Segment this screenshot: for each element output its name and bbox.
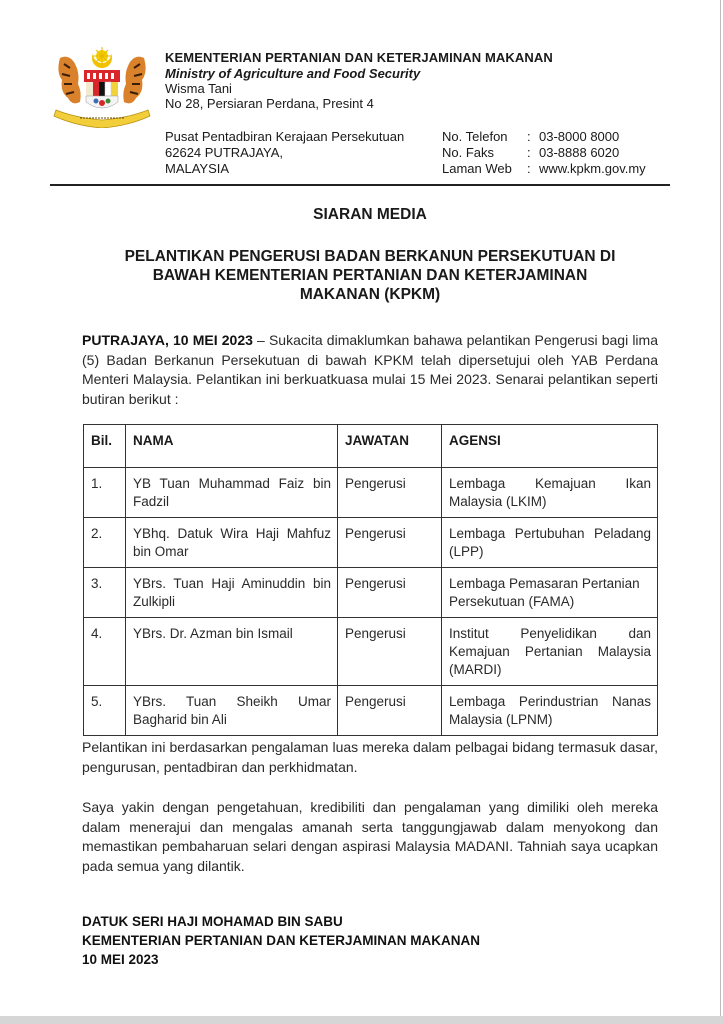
cell-jawatan: Pengerusi [338, 568, 442, 618]
document-headline [80, 247, 660, 304]
malaysia-coat-of-arms-icon [50, 46, 154, 128]
address-line: 62624 PUTRAJAYA, [165, 145, 284, 160]
signature-block [82, 912, 480, 969]
header-jawatan: JAWATAN [338, 425, 442, 468]
address-line: MALAYSIA [165, 161, 230, 176]
ministry-name-en: Ministry of Agriculture and Food Security [165, 66, 421, 81]
table-row [84, 686, 658, 736]
table-row [84, 568, 658, 618]
address-line: No 28, Persiaran Perdana, Presint 4 [165, 96, 374, 111]
cell-jawatan: Pengerusi [338, 618, 442, 686]
cell-nama: YBrs. Dr. Azman bin Ismail [126, 618, 338, 686]
cell-nama: YBhq. Datuk Wira Haji Mahfuz bin Omar [126, 518, 338, 568]
headline-line: MAKANAN (KPKM) [299, 286, 441, 303]
cell-bil: 2. [84, 518, 126, 568]
contact-separator: : [527, 129, 531, 144]
table-row [84, 468, 658, 518]
cell-bil: 3. [84, 568, 126, 618]
contact-label: No. Telefon [442, 129, 508, 144]
cell-jawatan: Pengerusi [338, 518, 442, 568]
cell-bil: 4. [84, 618, 126, 686]
cell-nama: YB Tuan Muhammad Faiz bin Fadzil [126, 468, 338, 518]
contact-value: 03-8000 8000 [539, 129, 620, 144]
cell-agensi: Lembaga Pertubuhan Peladang (LPP) [442, 518, 658, 568]
table-header-row [84, 425, 658, 468]
signatory-ministry: KEMENTERIAN PERTANIAN DAN KETERJAMINAN MAKANAN [82, 933, 480, 948]
intro-text: – Sukacita dimaklumkan bahawa pelantikan Pengerusi bagi lima (5) Badan Berkanun Persekutuan di bawah KPKM telah dipersetujui oleh YAB Perdana Menteri Malaysia. Pelantikan ini berkuatkuasa mulai 15 Mei 2023. Senarai pelantikan seperti butiran berikut : [82, 332, 658, 407]
cell-nama: YBrs. Tuan Haji Aminuddin bin Zulkipli [126, 568, 338, 618]
header-bil: Bil. [84, 425, 126, 468]
cell-bil: 5. [84, 686, 126, 736]
table-row [84, 518, 658, 568]
contact-separator: : [527, 145, 531, 160]
headline-line: BAWAH KEMENTERIAN PERTANIAN DAN KETERJAMINAN [152, 267, 588, 284]
intro-paragraph [82, 331, 658, 409]
address-line: Wisma Tani [165, 81, 232, 96]
contact-separator: : [527, 161, 531, 176]
appointments-table [83, 424, 658, 736]
document-type-title: SIARAN MEDIA [313, 206, 427, 223]
table-row [84, 618, 658, 686]
contact-label: No. Faks [442, 145, 495, 160]
contact-value: 03-8888 6020 [539, 145, 620, 160]
experience-paragraph: Pelantikan ini berdasarkan pengalaman luas mereka dalam pelbagai bidang termasuk dasar, pengurusan, pentadbiran dan perkhidmatan. [82, 739, 658, 775]
congratulations-paragraph: Saya yakin dengan pengetahuan, kredibiliti dan pengalaman yang dimiliki oleh mereka dalam menerajui dan mengalas amanah serta tanggungjawab dalam menyokong dan memastikan pembaharuan selari dengan aspirasi Malaysia MADANI. Tahniah saya ucapkan pada semua yang dilantik. [82, 799, 658, 874]
page-border-bottom [0, 1016, 723, 1024]
address-line: Pusat Pentadbiran Kerajaan Persekutuan [165, 129, 405, 144]
cell-agensi: Lembaga Perindustrian Nanas Malaysia (LPNM) [442, 686, 658, 736]
cell-agensi: Lembaga Kemajuan Ikan Malaysia (LKIM) [442, 468, 658, 518]
contact-label: Laman Web [442, 161, 512, 176]
cell-agensi: Institut Penyelidikan dan Kemajuan Pertanian Malaysia (MARDI) [442, 618, 658, 686]
header-nama: NAMA [126, 425, 338, 468]
cell-jawatan: Pengerusi [338, 686, 442, 736]
cell-agensi: Lembaga Pemasaran Pertanian Persekutuan (FAMA) [442, 568, 658, 618]
letterhead-divider [50, 184, 670, 186]
cell-jawatan: Pengerusi [338, 468, 442, 518]
headline-line: PELANTIKAN PENGERUSI BADAN BERKANUN PERSEKUTUAN DI [124, 248, 616, 265]
cell-nama: YBrs. Tuan Sheikh Umar Bagharid bin Ali [126, 686, 338, 736]
ministry-name-ms: KEMENTERIAN PERTANIAN DAN KETERJAMINAN MAKANAN [165, 50, 553, 65]
header-agensi: AGENSI [442, 425, 658, 468]
cell-bil: 1. [84, 468, 126, 518]
signature-date: 10 MEI 2023 [82, 952, 159, 967]
page-border-right [720, 0, 721, 1016]
signatory-name: DATUK SERI HAJI MOHAMAD BIN SABU [82, 914, 343, 929]
dateline: PUTRAJAYA, 10 MEI 2023 [82, 332, 253, 348]
website-link[interactable]: www.kpkm.gov.my [539, 161, 646, 176]
